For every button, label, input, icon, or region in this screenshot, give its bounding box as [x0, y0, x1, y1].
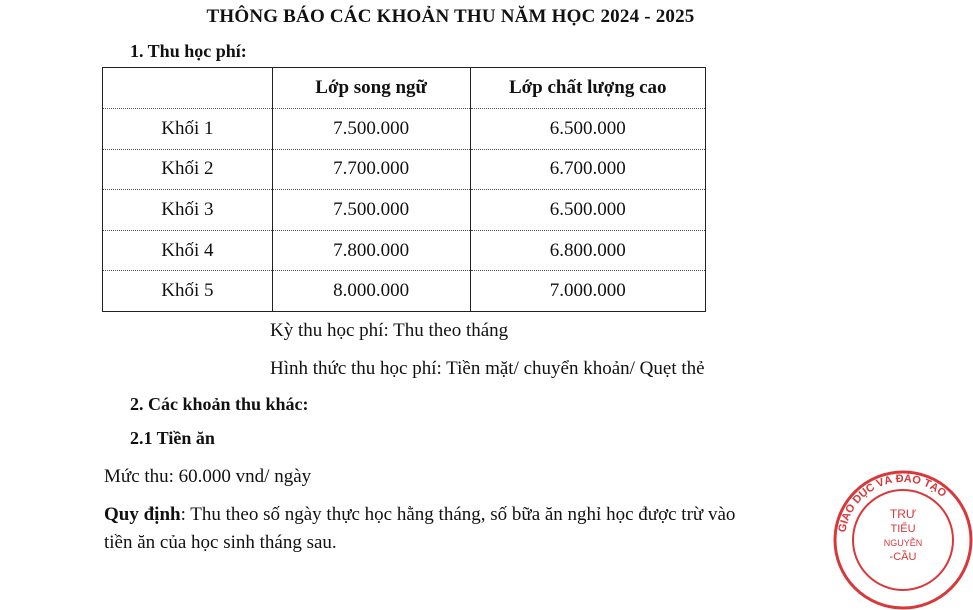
table-row	[103, 149, 706, 190]
grade-cell: Khối 5	[103, 271, 273, 312]
header-grade	[103, 68, 273, 109]
section-2-1-heading: 2.1 Tiền ăn	[130, 428, 215, 448]
high-quality-fee-cell: 6.700.000	[470, 149, 705, 190]
grade-cell: Khối 1	[103, 109, 273, 150]
table-header-row	[103, 68, 706, 109]
bilingual-fee-cell: 7.700.000	[272, 149, 470, 190]
grade-cell: Khối 4	[103, 230, 273, 271]
section-1-heading: 1. Thu học phí:	[130, 41, 247, 61]
payment-period-text: Kỳ thu học phí: Thu theo tháng	[270, 320, 509, 341]
bilingual-fee-cell: 7.500.000	[272, 190, 470, 231]
header-high-quality: Lớp chất lượng cao	[470, 68, 705, 109]
stamp-inner-line-4: -CẦU	[889, 551, 917, 563]
header-bilingual: Lớp song ngữ	[272, 68, 470, 109]
table-row	[103, 230, 706, 271]
rule-text-1: : Thu theo số ngày thực học hằng tháng, số bữa ăn nghỉ học được trừ vào	[180, 504, 736, 525]
high-quality-fee-cell: 7.000.000	[470, 271, 705, 312]
payment-method-text: Hình thức thu học phí: Tiền mặt/ chuyển khoản/ Quẹt thẻ	[270, 358, 705, 379]
section-2-heading: 2. Các khoản thu khác:	[130, 394, 309, 414]
meal-rate-text: Mức thu: 60.000 vnd/ ngày	[104, 466, 312, 487]
rule-line-2: tiền ăn của học sinh tháng sau.	[104, 532, 337, 553]
rule-label: Quy định	[104, 504, 181, 525]
document-title: THÔNG BÁO CÁC KHOẢN THU NĂM HỌC 2024 - 2025	[206, 6, 695, 27]
tuition-table	[102, 67, 706, 312]
bilingual-fee-cell: 7.800.000	[272, 230, 470, 271]
high-quality-fee-cell: 6.500.000	[470, 109, 705, 150]
stamp-inner-line-3: NGUYỄN	[883, 538, 923, 548]
rule-line-1	[104, 504, 735, 526]
stamp-inner-line-2: TIỂU	[890, 523, 916, 535]
grade-cell: Khối 2	[103, 149, 273, 190]
stamp-ring-text: GIÁO DỤC VÀ ĐÀO TẠO	[836, 472, 949, 534]
bilingual-fee-cell: 7.500.000	[272, 109, 470, 150]
grade-cell: Khối 3	[103, 190, 273, 231]
school-seal-stamp	[833, 470, 973, 610]
table-row	[103, 190, 706, 231]
stamp-inner-line-1: TRƯ	[889, 507, 917, 521]
table-row	[103, 109, 706, 150]
high-quality-fee-cell: 6.800.000	[470, 230, 705, 271]
table-row	[103, 271, 706, 312]
high-quality-fee-cell: 6.500.000	[470, 190, 705, 231]
bilingual-fee-cell: 8.000.000	[272, 271, 470, 312]
